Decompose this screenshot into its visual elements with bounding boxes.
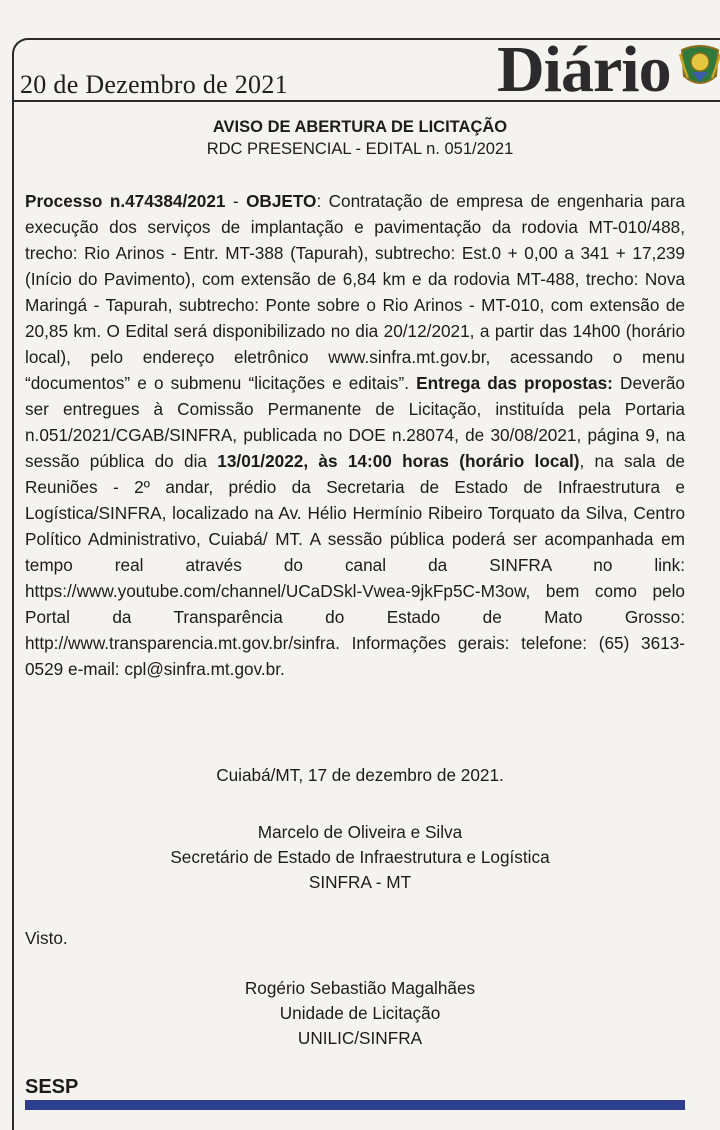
session-date: 13/01/2022, às 14:00 horas (horário local): [217, 451, 580, 471]
issue-date: 20 de Dezembro de 2021: [20, 70, 288, 99]
signer-name: Marcelo de Oliveira e Silva: [257, 822, 463, 842]
state-seal-icon: [678, 42, 720, 92]
entrega-label: Entrega das propostas:: [416, 373, 613, 393]
signature-block-1: [0, 820, 720, 895]
notice-title: AVISO DE ABERTURA DE LICITAÇÃO: [212, 118, 508, 136]
notice-heading: [0, 116, 720, 160]
notice-subtitle: RDC PRESENCIAL - EDITAL n. 051/2021: [206, 140, 514, 158]
signer-org: SINFRA - MT: [308, 872, 412, 892]
notice-body: [25, 188, 685, 682]
entrega-text: Deverão ser entregues à Comissão Permanente de Licitação, instituída pela Portaria n.051/2021/CGAB/SINFRA, publicada no DOE n.28074, de 30/08/2021, página 9, na sessão pública do dia: [25, 373, 685, 471]
objeto-label: OBJETO: [246, 191, 317, 211]
place-date: Cuiabá/MT, 17 de dezembro de 2021.: [216, 765, 504, 785]
signer-role: Unidade de Licitação: [279, 1003, 441, 1023]
signer-role: Secretário de Estado de Infraestrutura e Logística: [170, 847, 550, 867]
signature-block-2: [0, 976, 720, 1051]
separator: -: [225, 191, 247, 211]
section-bar: [25, 1100, 685, 1110]
visto-label: Visto.: [25, 928, 68, 948]
signer-org: UNILIC/SINFRA: [297, 1028, 423, 1048]
masthead-title: Diário: [497, 33, 671, 106]
signer-name: Rogério Sebastião Magalhães: [244, 978, 476, 998]
next-section-label: SESP: [25, 1076, 79, 1098]
objeto-text: : Contratação de empresa de engenharia para execução dos serviços de implantação e pavimentação da rodovia MT-010/488, trecho: Rio Arinos - Entr. MT-388 (Tapurah), subtrecho: Est.0 + 0,00 a 341 + 17,239 (Início do Pavimento), com extensão de 6,84 km e da rodovia MT-488, trecho: Nova Maringá - Tapurah, subtrecho: Ponte sobre o Rio Arinos - MT-010, com extensão de 20,85 km. O Edital será disponibilizado no dia 20/12/2021, a partir das 14h00 (horário local), pelo endereço eletrônico www.sinfra.mt.gov.br, acessando o menu “documentos” e o submenu “licitações e editais”.: [25, 191, 685, 393]
processo-label: Processo n.474384/2021: [25, 191, 226, 211]
session-text: , na sala de Reuniões - 2º andar, prédio da Secretaria de Estado de Infraestrutura e Logística/SINFRA, localizado na Av. Hélio Hermínio Ribeiro Torquato da Silva, Centro Político Administrativo, Cuiabá/ MT. A sessão pública poderá ser acompanhada em tempo real através do canal da SINFRA no link: https://www.youtube.com/channel/UCaDSkl-Vwea-9jkFp5C-M3ow, bem como pelo Portal da Transparência do Estado de Mato Grosso: http://www.transparencia.mt.gov.br/sinfra. Informações gerais: telefone: (65) 3613-0529 e-mail: cpl@sinfra.mt.gov.br.: [25, 451, 685, 679]
